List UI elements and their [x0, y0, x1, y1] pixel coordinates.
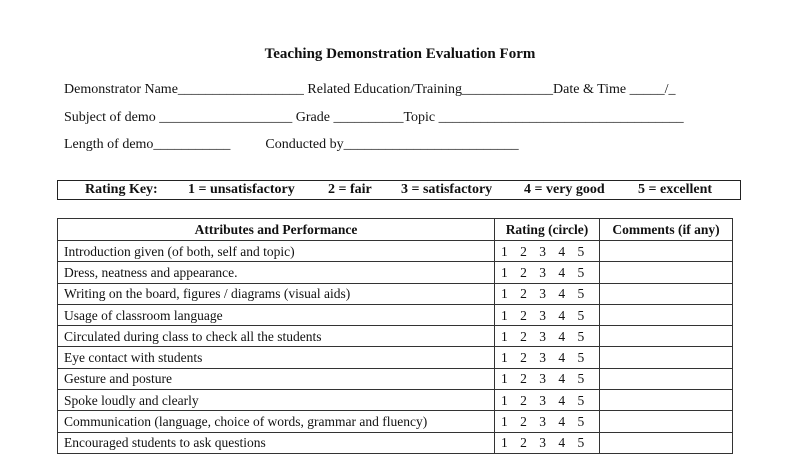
rating-cell[interactable]: 1 2 3 4 5 [495, 304, 600, 325]
comments-cell[interactable] [600, 347, 733, 368]
evaluation-table [57, 218, 733, 454]
attribute-cell: Eye contact with students [58, 347, 495, 368]
table-row [58, 241, 733, 262]
attribute-cell: Usage of classroom language [58, 304, 495, 325]
table-row [58, 304, 733, 325]
attribute-cell: Encouraged students to ask questions [58, 432, 495, 453]
rating-cell[interactable]: 1 2 3 4 5 [495, 411, 600, 432]
table-header-row [58, 219, 733, 241]
rating-cell[interactable]: 1 2 3 4 5 [495, 390, 600, 411]
table-row [58, 411, 733, 432]
comments-cell[interactable] [600, 283, 733, 304]
rating-cell[interactable]: 1 2 3 4 5 [495, 262, 600, 283]
rating-cell[interactable]: 1 2 3 4 5 [495, 241, 600, 262]
header-attributes: Attributes and Performance [58, 219, 495, 241]
header-rating: Rating (circle) [495, 219, 600, 241]
table-row [58, 262, 733, 283]
demonstrator-info-line: Demonstrator Name__________________ Related Education/Training_____________Date & Time _____/_ [64, 82, 676, 97]
rating-key-item-5: 5 = excellent [638, 182, 713, 197]
rating-key-item-1: 1 = unsatisfactory [188, 182, 295, 197]
rating-cell[interactable]: 1 2 3 4 5 [495, 283, 600, 304]
rating-key-item-4: 4 = very good [524, 182, 605, 197]
rating-cell[interactable]: 1 2 3 4 5 [495, 368, 600, 389]
table-row [58, 326, 733, 347]
rating-key-box [57, 180, 741, 200]
table-row [58, 347, 733, 368]
header-comments: Comments (if any) [600, 219, 733, 241]
rating-key-item-3: 3 = satisfactory [401, 182, 493, 197]
rating-cell[interactable]: 1 2 3 4 5 [495, 326, 600, 347]
rating-cell[interactable]: 1 2 3 4 5 [495, 347, 600, 368]
attribute-cell: Gesture and posture [58, 368, 495, 389]
comments-cell[interactable] [600, 390, 733, 411]
table-row [58, 432, 733, 453]
length-info-line: Length of demo___________ Conducted by_________________________ [64, 137, 519, 152]
attribute-cell: Writing on the board, figures / diagrams (visual aids) [58, 283, 495, 304]
subject-info-line: Subject of demo ___________________ Grade __________Topic ___________________________________ [64, 110, 684, 125]
comments-cell[interactable] [600, 432, 733, 453]
comments-cell[interactable] [600, 411, 733, 432]
attribute-cell: Dress, neatness and appearance. [58, 262, 495, 283]
rating-key-item-2: 2 = fair [328, 182, 372, 197]
attribute-cell: Spoke loudly and clearly [58, 390, 495, 411]
comments-cell[interactable] [600, 241, 733, 262]
attribute-cell: Communication (language, choice of words, grammar and fluency) [58, 411, 495, 432]
table-row [58, 390, 733, 411]
comments-cell[interactable] [600, 304, 733, 325]
table-row [58, 368, 733, 389]
comments-cell[interactable] [600, 368, 733, 389]
table-row [58, 283, 733, 304]
rating-cell[interactable]: 1 2 3 4 5 [495, 432, 600, 453]
attribute-cell: Introduction given (of both, self and topic) [58, 241, 495, 262]
comments-cell[interactable] [600, 262, 733, 283]
comments-cell[interactable] [600, 326, 733, 347]
attribute-cell: Circulated during class to check all the students [58, 326, 495, 347]
form-title: Teaching Demonstration Evaluation Form [264, 46, 536, 62]
rating-key-label: Rating Key: [85, 182, 158, 197]
